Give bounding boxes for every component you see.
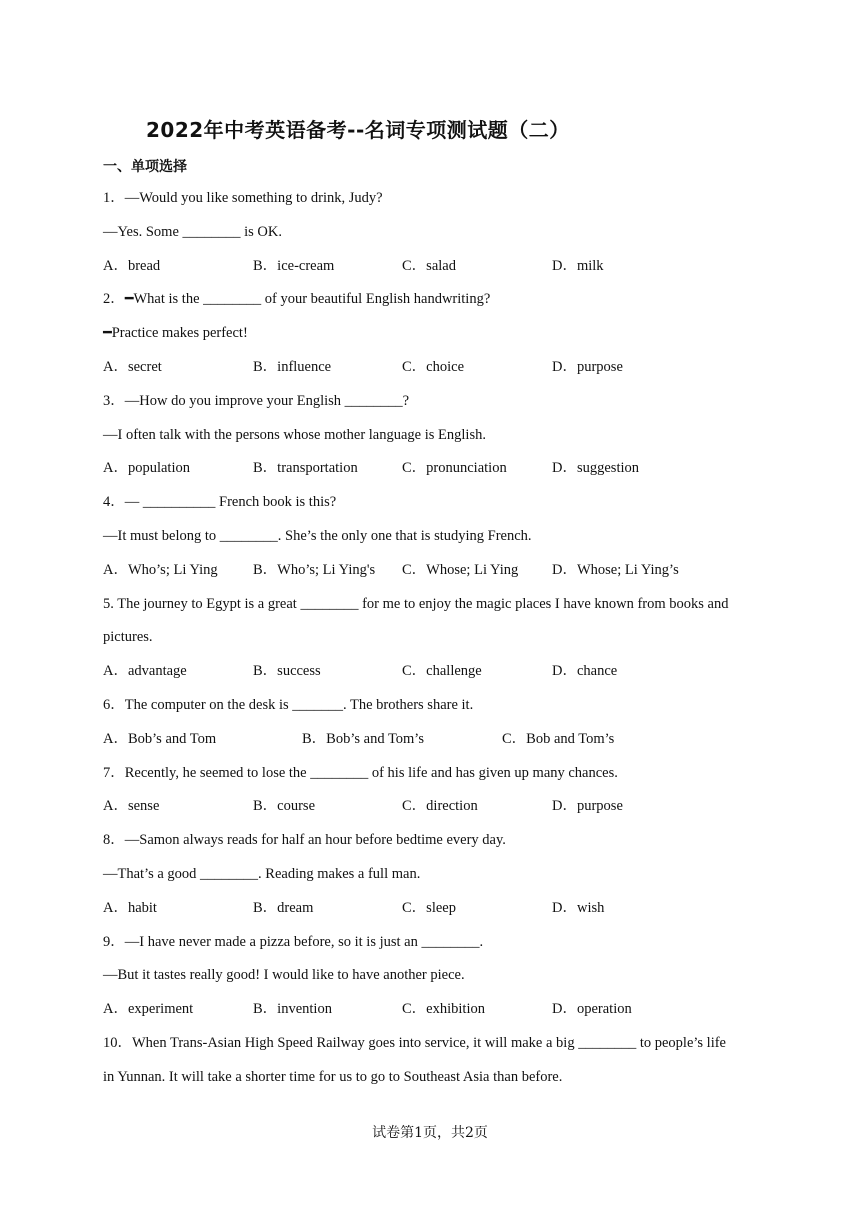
question-line: —But it tastes really good! I would like to have another piece. (103, 967, 465, 984)
option-b: B．Who’s; Li Ying's (253, 561, 376, 578)
question-line: —That’s a good ________. Reading makes a full man. (103, 865, 421, 882)
option-c: C．Bob and Tom’s (502, 730, 615, 747)
question-stem: 9．—I have never made a pizza before, so it is just an ________. (103, 933, 484, 950)
option-a: A．Bob’s and Tom (103, 730, 217, 747)
question-9 (103, 926, 763, 1027)
question-5 (103, 588, 763, 689)
option-b: B．invention (253, 1001, 332, 1018)
options-row (103, 993, 763, 1027)
question-line: pictures. (103, 629, 153, 646)
option-a: A．population (103, 460, 190, 477)
question-stem: 6．The computer on the desk is _______. The brothers share it. (103, 696, 474, 713)
option-d: D．operation (552, 1001, 632, 1018)
question-8 (103, 824, 763, 925)
question-stem: 4．— __________ French book is this? (103, 494, 337, 511)
option-a: A．bread (103, 257, 161, 274)
options-row (103, 554, 763, 588)
option-d: D．suggestion (552, 460, 639, 477)
option-a: A．Who’s; Li Ying (103, 561, 218, 578)
option-a: A．sense (103, 798, 160, 815)
option-c: C．direction (402, 798, 478, 815)
option-d: D．milk (552, 257, 604, 274)
question-stem: 5. The journey to Egypt is a great ________ for me to enjoy the magic places I have known from books and (103, 595, 729, 612)
option-d: D．purpose (552, 358, 623, 375)
option-c: C．sleep (402, 899, 456, 916)
option-c: C．choice (402, 358, 465, 375)
question-7 (103, 757, 763, 825)
question-3 (103, 385, 763, 486)
options-row (103, 250, 763, 284)
option-c: C．pronunciation (402, 460, 507, 477)
option-d: D．Whose; Li Ying’s (552, 561, 679, 578)
question-line: ━Practice makes perfect! (103, 325, 248, 342)
option-c: C．salad (402, 257, 456, 274)
options-row (103, 655, 763, 689)
question-stem: 8．—Samon always reads for half an hour before bedtime every day. (103, 832, 506, 849)
question-2 (103, 283, 763, 384)
page-title: 2022年中考英语备考--名词专项测试题（二） (146, 118, 570, 142)
option-c: C．exhibition (402, 1001, 485, 1018)
question-line: in Yunnan. It will take a shorter time for us to go to Southeast Asia than before. (103, 1068, 563, 1085)
option-a: A．advantage (103, 663, 187, 680)
question-line: —Yes. Some ________ is OK. (103, 223, 282, 240)
options-row (103, 790, 763, 824)
option-b: B．influence (253, 358, 332, 375)
question-stem: 3．—How do you improve your English ________? (103, 392, 410, 409)
question-list (103, 182, 763, 1095)
question-4 (103, 486, 763, 587)
question-stem: 10．When Trans-Asian High Speed Railway goes into service, it will make a big ________ to people’s life (103, 1034, 726, 1051)
option-d: D．purpose (552, 798, 623, 815)
page-footer: 试卷第1页，共2页 (372, 1125, 488, 1141)
option-c: C．challenge (402, 663, 482, 680)
question-line: —I often talk with the persons whose mother language is English. (103, 426, 486, 443)
option-b: B．dream (253, 899, 314, 916)
question-1 (103, 182, 763, 283)
question-10 (103, 1027, 763, 1095)
options-row (103, 892, 763, 926)
question-stem: 7．Recently, he seemed to lose the ________ of his life and has given up many chances. (103, 764, 618, 781)
option-b: B．transportation (253, 460, 358, 477)
question-stem: 1．—Would you like something to drink, Judy? (103, 190, 383, 206)
options-row (103, 723, 763, 757)
question-stem: 2．━What is the ________ of your beautiful English handwriting? (103, 291, 491, 308)
option-b: B．success (253, 663, 321, 680)
options-row (103, 452, 763, 486)
option-b: B．Bob’s and Tom’s (302, 730, 424, 747)
option-a: A．secret (103, 358, 162, 375)
option-b: B．course (253, 798, 316, 815)
option-d: D．chance (552, 663, 618, 680)
option-b: B．ice-cream (253, 257, 335, 274)
question-6 (103, 689, 763, 757)
option-c: C．Whose; Li Ying (402, 561, 519, 578)
option-d: D．wish (552, 899, 605, 916)
option-a: A．experiment (103, 1001, 194, 1018)
options-row (103, 351, 763, 385)
question-line: —It must belong to ________. She’s the only one that is studying French. (103, 527, 532, 544)
section-heading: 一、单项选择 (103, 159, 187, 175)
option-a: A．habit (103, 899, 157, 916)
